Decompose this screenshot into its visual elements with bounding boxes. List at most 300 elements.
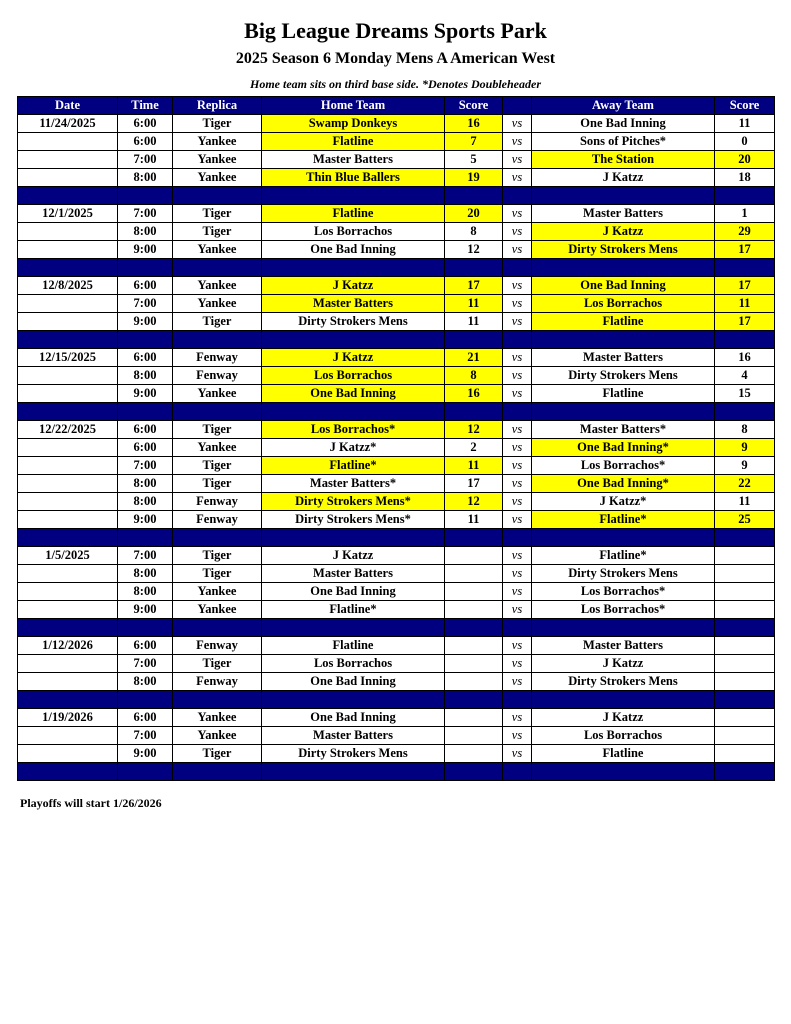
separator-cell bbox=[532, 691, 715, 709]
game-time: 8:00 bbox=[118, 475, 173, 493]
separator-cell bbox=[18, 331, 118, 349]
home-team: J Katzz bbox=[262, 349, 445, 367]
home-team: One Bad Inning bbox=[262, 709, 445, 727]
game-replica: Fenway bbox=[173, 493, 262, 511]
vs-label: vs bbox=[503, 655, 532, 673]
game-replica: Fenway bbox=[173, 349, 262, 367]
vs-label: vs bbox=[503, 115, 532, 133]
away-score: 1 bbox=[715, 205, 775, 223]
away-team: The Station bbox=[532, 151, 715, 169]
away-score bbox=[715, 601, 775, 619]
game-time: 9:00 bbox=[118, 601, 173, 619]
separator-cell bbox=[503, 529, 532, 547]
away-team: J Katzz bbox=[532, 709, 715, 727]
game-time: 8:00 bbox=[118, 673, 173, 691]
separator-cell bbox=[715, 529, 775, 547]
game-replica: Tiger bbox=[173, 475, 262, 493]
schedule-note: Home team sits on third base side. *Denotes Doubleheader bbox=[250, 77, 541, 91]
vs-label: vs bbox=[503, 295, 532, 313]
game-date bbox=[18, 601, 118, 619]
game-date bbox=[18, 457, 118, 475]
home-score: 21 bbox=[445, 349, 503, 367]
vs-label: vs bbox=[503, 241, 532, 259]
separator-cell bbox=[503, 331, 532, 349]
home-score: 16 bbox=[445, 385, 503, 403]
game-date: 12/15/2025 bbox=[18, 349, 118, 367]
home-score: 5 bbox=[445, 151, 503, 169]
home-score bbox=[445, 655, 503, 673]
home-team: J Katzz bbox=[262, 547, 445, 565]
week-separator bbox=[18, 691, 775, 709]
home-team: Master Batters* bbox=[262, 475, 445, 493]
separator-cell bbox=[445, 331, 503, 349]
playoffs-note: Playoffs will start 1/26/2026 bbox=[20, 796, 162, 810]
game-date: 1/12/2026 bbox=[18, 637, 118, 655]
table-row bbox=[18, 151, 775, 169]
week-separator bbox=[18, 187, 775, 205]
vs-label: vs bbox=[503, 493, 532, 511]
home-score: 11 bbox=[445, 511, 503, 529]
separator-cell bbox=[118, 529, 173, 547]
home-score bbox=[445, 709, 503, 727]
separator-cell bbox=[118, 403, 173, 421]
game-replica: Fenway bbox=[173, 637, 262, 655]
home-team: Dirty Strokers Mens bbox=[262, 745, 445, 763]
away-score: 11 bbox=[715, 115, 775, 133]
home-team: One Bad Inning bbox=[262, 385, 445, 403]
game-replica: Yankee bbox=[173, 583, 262, 601]
table-row bbox=[18, 475, 775, 493]
home-score: 12 bbox=[445, 421, 503, 439]
away-score: 11 bbox=[715, 493, 775, 511]
game-replica: Yankee bbox=[173, 601, 262, 619]
page-subtitle: 2025 Season 6 Monday Mens A American West bbox=[235, 50, 556, 67]
home-team: J Katzz* bbox=[262, 439, 445, 457]
home-score bbox=[445, 745, 503, 763]
away-team: Master Batters* bbox=[532, 421, 715, 439]
vs-label: vs bbox=[503, 385, 532, 403]
game-date bbox=[18, 169, 118, 187]
home-score: 20 bbox=[445, 205, 503, 223]
vs-label: vs bbox=[503, 475, 532, 493]
home-team: Thin Blue Ballers bbox=[262, 169, 445, 187]
separator-cell bbox=[18, 259, 118, 277]
game-date: 11/24/2025 bbox=[18, 115, 118, 133]
game-date bbox=[18, 655, 118, 673]
away-score: 15 bbox=[715, 385, 775, 403]
vs-label: vs bbox=[503, 583, 532, 601]
game-replica: Fenway bbox=[173, 367, 262, 385]
game-replica: Yankee bbox=[173, 277, 262, 295]
home-score: 17 bbox=[445, 277, 503, 295]
table-row bbox=[18, 637, 775, 655]
vs-label: vs bbox=[503, 169, 532, 187]
game-time: 7:00 bbox=[118, 727, 173, 745]
game-time: 9:00 bbox=[118, 511, 173, 529]
game-time: 6:00 bbox=[118, 349, 173, 367]
home-team: Los Borrachos bbox=[262, 223, 445, 241]
home-score: 12 bbox=[445, 241, 503, 259]
separator-cell bbox=[173, 529, 262, 547]
game-time: 8:00 bbox=[118, 367, 173, 385]
vs-label: vs bbox=[503, 601, 532, 619]
away-score bbox=[715, 655, 775, 673]
game-replica: Tiger bbox=[173, 115, 262, 133]
separator-cell bbox=[715, 331, 775, 349]
table-row bbox=[18, 241, 775, 259]
away-team: Los Borrachos* bbox=[532, 583, 715, 601]
game-date bbox=[18, 313, 118, 331]
table-row bbox=[18, 493, 775, 511]
game-time: 9:00 bbox=[118, 241, 173, 259]
game-date bbox=[18, 565, 118, 583]
separator-cell bbox=[118, 763, 173, 781]
table-row bbox=[18, 223, 775, 241]
away-score bbox=[715, 547, 775, 565]
home-score: 11 bbox=[445, 295, 503, 313]
away-team: One Bad Inning* bbox=[532, 439, 715, 457]
away-team: J Katzz bbox=[532, 655, 715, 673]
away-score bbox=[715, 709, 775, 727]
separator-cell bbox=[118, 691, 173, 709]
separator-cell bbox=[445, 691, 503, 709]
game-replica: Yankee bbox=[173, 709, 262, 727]
away-team: Los Borrachos* bbox=[532, 457, 715, 475]
vs-label: vs bbox=[503, 727, 532, 745]
separator-cell bbox=[173, 691, 262, 709]
home-team: Master Batters bbox=[262, 727, 445, 745]
separator-cell bbox=[532, 403, 715, 421]
separator-cell bbox=[532, 259, 715, 277]
separator-cell bbox=[715, 403, 775, 421]
table-row bbox=[18, 547, 775, 565]
game-replica: Tiger bbox=[173, 223, 262, 241]
separator-cell bbox=[532, 763, 715, 781]
home-score: 8 bbox=[445, 367, 503, 385]
game-date bbox=[18, 493, 118, 511]
away-score: 16 bbox=[715, 349, 775, 367]
game-time: 7:00 bbox=[118, 457, 173, 475]
away-score: 17 bbox=[715, 241, 775, 259]
away-team: Dirty Strokers Mens bbox=[532, 565, 715, 583]
table-row bbox=[18, 583, 775, 601]
away-team: Master Batters bbox=[532, 205, 715, 223]
table-row bbox=[18, 655, 775, 673]
away-team: Flatline* bbox=[532, 511, 715, 529]
game-replica: Tiger bbox=[173, 547, 262, 565]
game-time: 6:00 bbox=[118, 637, 173, 655]
away-score: 22 bbox=[715, 475, 775, 493]
game-time: 7:00 bbox=[118, 151, 173, 169]
away-team: Flatline bbox=[532, 385, 715, 403]
header-vs bbox=[503, 97, 532, 115]
game-replica: Yankee bbox=[173, 385, 262, 403]
home-score: 8 bbox=[445, 223, 503, 241]
away-team: J Katzz bbox=[532, 169, 715, 187]
separator-cell bbox=[503, 259, 532, 277]
separator-cell bbox=[173, 403, 262, 421]
table-row bbox=[18, 349, 775, 367]
separator-cell bbox=[445, 403, 503, 421]
vs-label: vs bbox=[503, 133, 532, 151]
home-team: Master Batters bbox=[262, 565, 445, 583]
game-replica: Tiger bbox=[173, 655, 262, 673]
home-team: One Bad Inning bbox=[262, 241, 445, 259]
away-team: Dirty Strokers Mens bbox=[532, 367, 715, 385]
game-replica: Tiger bbox=[173, 313, 262, 331]
game-date: 12/8/2025 bbox=[18, 277, 118, 295]
separator-cell bbox=[18, 403, 118, 421]
vs-label: vs bbox=[503, 673, 532, 691]
away-team: Flatline* bbox=[532, 547, 715, 565]
game-date: 12/22/2025 bbox=[18, 421, 118, 439]
table-row bbox=[18, 421, 775, 439]
week-separator bbox=[18, 763, 775, 781]
vs-label: vs bbox=[503, 745, 532, 763]
separator-cell bbox=[173, 619, 262, 637]
separator-cell bbox=[445, 187, 503, 205]
away-team: One Bad Inning bbox=[532, 115, 715, 133]
away-team: Master Batters bbox=[532, 349, 715, 367]
separator-cell bbox=[445, 259, 503, 277]
separator-cell bbox=[262, 529, 445, 547]
game-date: 12/1/2025 bbox=[18, 205, 118, 223]
home-team: Flatline bbox=[262, 205, 445, 223]
week-separator bbox=[18, 619, 775, 637]
game-time: 9:00 bbox=[118, 313, 173, 331]
away-score: 11 bbox=[715, 295, 775, 313]
game-date bbox=[18, 295, 118, 313]
game-replica: Tiger bbox=[173, 205, 262, 223]
vs-label: vs bbox=[503, 511, 532, 529]
schedule-table bbox=[17, 96, 775, 781]
home-team: Master Batters bbox=[262, 151, 445, 169]
header-away-team: Away Team bbox=[532, 97, 715, 115]
game-time: 8:00 bbox=[118, 583, 173, 601]
separator-cell bbox=[532, 187, 715, 205]
separator-cell bbox=[173, 187, 262, 205]
game-replica: Yankee bbox=[173, 169, 262, 187]
separator-cell bbox=[532, 619, 715, 637]
game-time: 8:00 bbox=[118, 565, 173, 583]
separator-cell bbox=[118, 331, 173, 349]
separator-cell bbox=[18, 691, 118, 709]
game-date: 1/19/2026 bbox=[18, 709, 118, 727]
vs-label: vs bbox=[503, 223, 532, 241]
separator-cell bbox=[18, 529, 118, 547]
game-replica: Yankee bbox=[173, 439, 262, 457]
home-score: 12 bbox=[445, 493, 503, 511]
vs-label: vs bbox=[503, 421, 532, 439]
separator-cell bbox=[715, 763, 775, 781]
home-score: 19 bbox=[445, 169, 503, 187]
game-replica: Fenway bbox=[173, 511, 262, 529]
separator-cell bbox=[503, 691, 532, 709]
separator-cell bbox=[715, 619, 775, 637]
separator-cell bbox=[118, 259, 173, 277]
separator-cell bbox=[503, 619, 532, 637]
away-team: Los Borrachos bbox=[532, 295, 715, 313]
game-time: 7:00 bbox=[118, 295, 173, 313]
game-replica: Yankee bbox=[173, 241, 262, 259]
away-team: J Katzz* bbox=[532, 493, 715, 511]
home-team: Dirty Strokers Mens bbox=[262, 313, 445, 331]
game-time: 9:00 bbox=[118, 745, 173, 763]
separator-cell bbox=[532, 529, 715, 547]
game-replica: Tiger bbox=[173, 745, 262, 763]
game-time: 6:00 bbox=[118, 421, 173, 439]
away-team: One Bad Inning* bbox=[532, 475, 715, 493]
game-date bbox=[18, 439, 118, 457]
separator-cell bbox=[503, 187, 532, 205]
separator-cell bbox=[118, 619, 173, 637]
game-replica: Yankee bbox=[173, 295, 262, 313]
separator-cell bbox=[262, 619, 445, 637]
away-score bbox=[715, 565, 775, 583]
home-team: J Katzz bbox=[262, 277, 445, 295]
home-team: Swamp Donkeys bbox=[262, 115, 445, 133]
game-replica: Tiger bbox=[173, 421, 262, 439]
week-separator bbox=[18, 529, 775, 547]
home-team: Flatline* bbox=[262, 601, 445, 619]
game-time: 6:00 bbox=[118, 115, 173, 133]
away-score: 20 bbox=[715, 151, 775, 169]
game-replica: Tiger bbox=[173, 565, 262, 583]
away-score: 18 bbox=[715, 169, 775, 187]
away-score bbox=[715, 583, 775, 601]
game-replica: Yankee bbox=[173, 151, 262, 169]
separator-cell bbox=[532, 331, 715, 349]
separator-cell bbox=[715, 187, 775, 205]
game-time: 8:00 bbox=[118, 169, 173, 187]
separator-cell bbox=[18, 763, 118, 781]
home-score bbox=[445, 601, 503, 619]
separator-cell bbox=[173, 763, 262, 781]
table-row bbox=[18, 277, 775, 295]
game-time: 8:00 bbox=[118, 493, 173, 511]
game-date bbox=[18, 385, 118, 403]
home-score: 11 bbox=[445, 313, 503, 331]
game-date bbox=[18, 223, 118, 241]
week-separator bbox=[18, 331, 775, 349]
vs-label: vs bbox=[503, 457, 532, 475]
separator-cell bbox=[18, 619, 118, 637]
table-row bbox=[18, 367, 775, 385]
week-separator bbox=[18, 259, 775, 277]
table-row bbox=[18, 745, 775, 763]
home-team: Master Batters bbox=[262, 295, 445, 313]
game-date bbox=[18, 727, 118, 745]
home-team: Flatline bbox=[262, 637, 445, 655]
separator-cell bbox=[445, 619, 503, 637]
away-team: Master Batters bbox=[532, 637, 715, 655]
table-row bbox=[18, 205, 775, 223]
vs-label: vs bbox=[503, 439, 532, 457]
header-replica: Replica bbox=[173, 97, 262, 115]
week-separator bbox=[18, 403, 775, 421]
away-score: 17 bbox=[715, 313, 775, 331]
vs-label: vs bbox=[503, 565, 532, 583]
away-score: 9 bbox=[715, 457, 775, 475]
game-replica: Yankee bbox=[173, 133, 262, 151]
game-date bbox=[18, 583, 118, 601]
vs-label: vs bbox=[503, 313, 532, 331]
home-team: Flatline* bbox=[262, 457, 445, 475]
home-score bbox=[445, 727, 503, 745]
home-team: Los Borrachos* bbox=[262, 421, 445, 439]
vs-label: vs bbox=[503, 547, 532, 565]
away-team: One Bad Inning bbox=[532, 277, 715, 295]
separator-cell bbox=[18, 187, 118, 205]
header-time: Time bbox=[118, 97, 173, 115]
table-header-row bbox=[18, 97, 775, 115]
vs-label: vs bbox=[503, 349, 532, 367]
home-score bbox=[445, 565, 503, 583]
vs-label: vs bbox=[503, 205, 532, 223]
home-team: Los Borrachos bbox=[262, 367, 445, 385]
table-row bbox=[18, 115, 775, 133]
header-date: Date bbox=[18, 97, 118, 115]
schedule-body bbox=[18, 115, 775, 781]
separator-cell bbox=[445, 763, 503, 781]
vs-label: vs bbox=[503, 367, 532, 385]
away-score: 25 bbox=[715, 511, 775, 529]
home-score: 17 bbox=[445, 475, 503, 493]
home-team: One Bad Inning bbox=[262, 673, 445, 691]
table-row bbox=[18, 565, 775, 583]
home-team: Flatline bbox=[262, 133, 445, 151]
table-row bbox=[18, 727, 775, 745]
home-team: One Bad Inning bbox=[262, 583, 445, 601]
separator-cell bbox=[173, 259, 262, 277]
game-date: 1/5/2025 bbox=[18, 547, 118, 565]
table-row bbox=[18, 673, 775, 691]
separator-cell bbox=[262, 763, 445, 781]
home-team: Los Borrachos bbox=[262, 655, 445, 673]
separator-cell bbox=[118, 187, 173, 205]
home-team: Dirty Strokers Mens* bbox=[262, 493, 445, 511]
away-score: 8 bbox=[715, 421, 775, 439]
header-home-score: Score bbox=[445, 97, 503, 115]
away-score: 0 bbox=[715, 133, 775, 151]
separator-cell bbox=[262, 259, 445, 277]
separator-cell bbox=[715, 691, 775, 709]
separator-cell bbox=[262, 403, 445, 421]
game-date bbox=[18, 241, 118, 259]
separator-cell bbox=[262, 331, 445, 349]
header-home-team: Home Team bbox=[262, 97, 445, 115]
game-time: 6:00 bbox=[118, 709, 173, 727]
home-team: Dirty Strokers Mens* bbox=[262, 511, 445, 529]
game-replica: Yankee bbox=[173, 727, 262, 745]
page-title: Big League Dreams Sports Park bbox=[244, 18, 547, 43]
game-date bbox=[18, 151, 118, 169]
away-team: Los Borrachos* bbox=[532, 601, 715, 619]
away-team: Dirty Strokers Mens bbox=[532, 673, 715, 691]
away-score: 29 bbox=[715, 223, 775, 241]
separator-cell bbox=[445, 529, 503, 547]
game-date bbox=[18, 745, 118, 763]
game-date bbox=[18, 475, 118, 493]
table-row bbox=[18, 313, 775, 331]
table-row bbox=[18, 457, 775, 475]
away-score bbox=[715, 727, 775, 745]
game-time: 7:00 bbox=[118, 547, 173, 565]
home-score bbox=[445, 637, 503, 655]
table-row bbox=[18, 385, 775, 403]
table-row bbox=[18, 133, 775, 151]
table-row bbox=[18, 511, 775, 529]
